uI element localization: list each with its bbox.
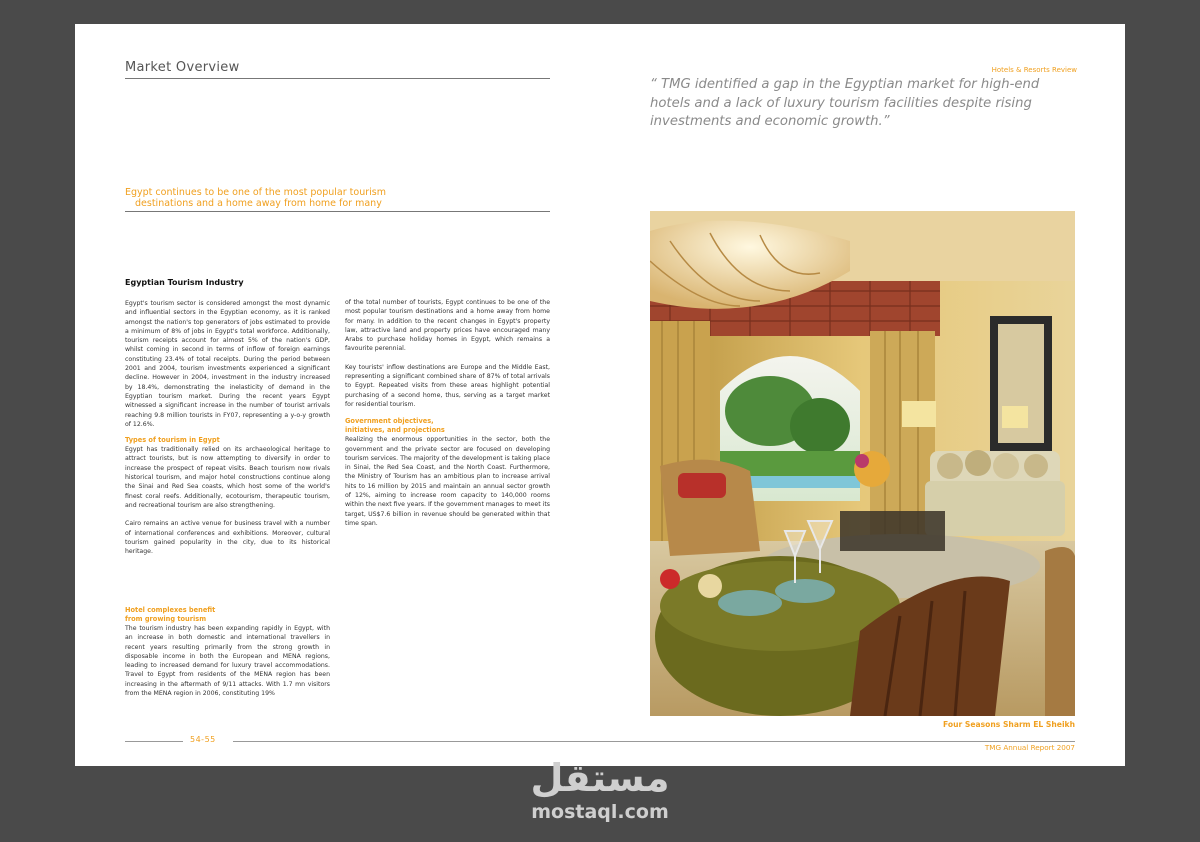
paragraph-government: Realizing the enormous opportunities in the sector, both the government and the private sector are focused on developing tourism services. The majority of the development is taking place in Sinai, the Red Sea Coast, and the North Coast. Furthermore, the Ministry of Tourism has an ambitious plan to increase arrival hits to 16 million by 2015 and maintain an annual sector growth of 12%, aiming to increase room capacity to 140,000 rooms within the next five years. If the government manages to meet its target, US$7.6 billion in revenue should be generated within that time span. — [345, 436, 550, 527]
hotel-suite-photo — [650, 211, 1075, 716]
subhead-line-2: destinations and a home away from home for many — [135, 198, 382, 209]
gov-heading-line-2: initiatives, and projections — [345, 426, 445, 435]
column-2 — [345, 298, 550, 528]
hotel-heading-line-1: Hotel complexes benefit — [125, 606, 216, 614]
types-heading: Types of tourism in Egypt — [125, 436, 220, 445]
subhead-rule — [125, 211, 550, 212]
gov-heading-line-1: Government objectives, — [345, 417, 434, 426]
footer-rule-right — [233, 741, 1075, 742]
hotel-suite-illustration — [650, 211, 1075, 716]
article-heading: Egyptian Tourism Industry — [125, 278, 244, 287]
column-1-lower — [125, 606, 330, 698]
title-rule — [125, 78, 550, 79]
section-title: Market Overview — [125, 60, 240, 75]
footer-label: TMG Annual Report 2007 — [984, 743, 1075, 752]
brochure-spread — [75, 24, 1125, 766]
paragraph-types: Egypt has traditionally relied on its archaeological heritage to attract tourists, but is now attempting to diversify in order to increase the prospect of repeat visits. Beach tourism now rivals historical tourism, and major hotel constructions continue along the Sinai and Red Sea coasts, which host some of the world's finest coral reefs. Additionally, ecotourism, therapeutic tourism, and recreational tourism are also strengthening. — [125, 446, 330, 509]
paragraph-cairo: Cairo remains an active venue for business travel with a number of international conferences and exhibitions. Moreover, cultural tourism gained popularity in the city, due to its historical heritage. — [125, 520, 330, 556]
header-label: Hotels & Resorts Review — [991, 66, 1077, 74]
watermark-latin: mostaql.com — [531, 801, 669, 823]
paragraph-continued: of the total number of tourists, Egypt continues to be one of the most popular tourism destinations and a home away from home for many. In addition to the recent changes in Egypt's property law, attractive land and property prices have encouraged many Arabs to purchase holiday homes in Egypt, which remains a favourite perennial. — [345, 299, 550, 353]
hotel-heading-line-2: from growing tourism — [125, 615, 207, 623]
watermark-arabic: مستقل — [530, 756, 670, 800]
page-numbers: 54-55 — [190, 735, 216, 744]
footer-rule-left — [125, 741, 183, 742]
photo-caption: Four Seasons Sharm EL Sheikh — [943, 720, 1075, 729]
paragraph-key-tourists: Key tourists' inflow destinations are Europe and the Middle East, representing a significant combined share of 87% of total arrivals to Egypt. Repeated visits from these areas highlight potential purchasing of a second home, thus, serving as a target market for residential tourism. — [345, 363, 550, 408]
subhead — [125, 187, 386, 209]
paragraph-intro: Egypt's tourism sector is considered amongst the most dynamic and influential sectors in the Egyptian economy, as it is ranked amongst the nation's top generators of jobs estimated to provide a minimum of 8% of jobs in Egypt's total workforce. Additionally, tourism receipts account for almost 5% of the nation's GDP, whilst coming in second in terms of inflow of foreign earnings constituting 23.4% of total receipts. During the period between 2001 and 2004, tourism investments experienced a significant decline. However in 2004, investment in the industry increased by 18.4%, demonstrating the inelasticity of demand in the Egyptian tourism market. During the recent years Egypt witnessed a significant increase in the number of tourist arrivals reaching 9.8 million tourists in FY07, representing a y-o-y growth of 12.6%. — [125, 300, 330, 428]
pull-quote: “ TMG identified a gap in the Egyptian market for high-end hotels and a lack of luxury tourism facilities despite rising investments and economic growth.” — [650, 77, 1040, 129]
paragraph-hotel: The tourism industry has been expanding rapidly in Egypt, with an increase in both domestic and international travellers in recent years resulting primarily from the strong growth in disposable income in both the European and MENA regions, leading to increased demand for luxury travel accommodations. Travel to Egypt from residents of the MENA region has been increasing in the aftermath of 9/11 attacks. With 1.7 mn visitors from the MENA region in 2006, constituting 19% — [125, 625, 330, 698]
column-1 — [125, 299, 330, 556]
subhead-line-1: Egypt continues to be one of the most popular tourism — [125, 187, 386, 198]
